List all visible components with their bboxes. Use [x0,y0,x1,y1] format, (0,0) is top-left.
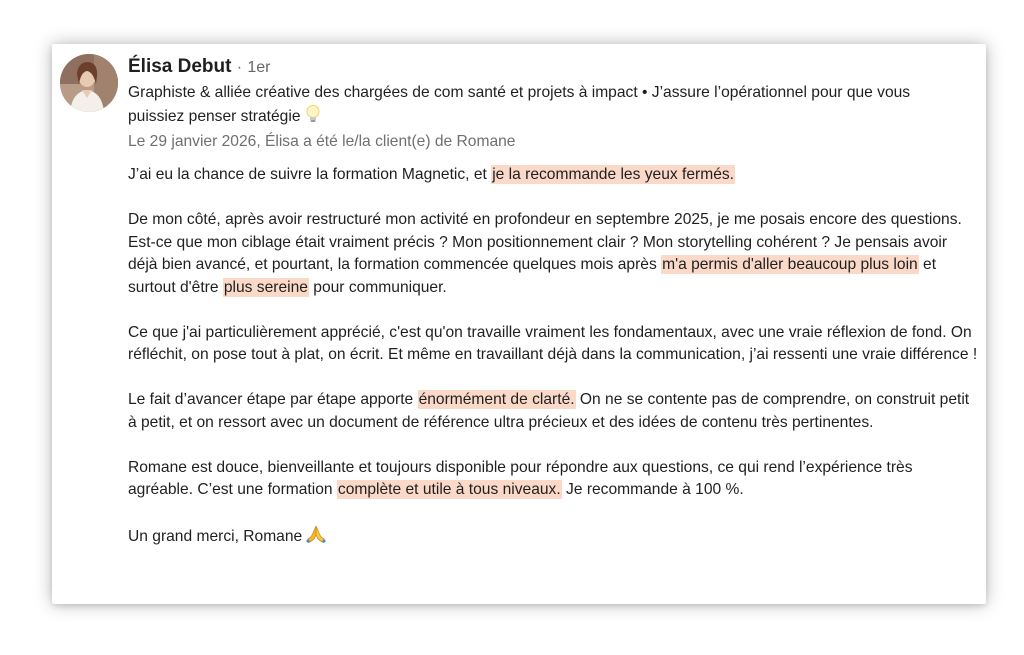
paragraph-4 [128,389,978,434]
recommendation-card [52,44,986,604]
text-span: et surtout d'être [128,256,937,296]
lightbulb-icon [305,104,321,131]
highlight: complète et utile à tous niveaux. [337,481,561,498]
text-span: Je recommande à 100 %. [561,481,744,498]
paragraph-3: Ce que j'ai particulièrement apprécié, c'est qu'on travaille vraiment les fondamentaux, avec une vraie réflexion de fond. On réfléchit, on pose tout à plat, on écrit. Et même en travaillant déjà dans la communication, j’ai ressenti une vraie différence ! [128,323,978,363]
recommendation-date: Le 29 janvier 2026, Élisa a été le/la client(e) de Romane [128,133,516,150]
avatar-photo [60,54,118,112]
headline-text: Graphiste & alliée créative des chargées de com santé et projets à impact • J’assure l’opérationnel pour que vous puissiez penser stratégie [128,84,911,125]
text-span: De mon côté, après avoir restructuré mon activité en profondeur en septembre 2025, je me posais encore des questions. Est-ce que mon ciblage était vraiment précis ? Mon positionnement clair ? Mon storytelling cohérent ? Je pensais avoir déjà bien avancé, et pourtant, la formation commencée quelques mois après [128,211,962,273]
text-span: Le fait d’avancer étape par étape apporte [128,391,418,408]
text-span: J’ai eu la chance de suivre la formation Magnetic, et [128,166,492,183]
paragraph-1 [128,164,978,187]
recommendation-text [128,164,978,574]
connection-degree: 1er [247,59,271,76]
text-span: Romane est douce, bienveillante et toujours disponible pour répondre aux questions, ce qui rend l’expérience très agréable. C’est une formation [128,458,913,498]
author-name[interactable]: Élisa Debut [128,56,232,77]
text-span: pour communiquer. [308,278,447,296]
name-row [128,54,968,80]
recommendation-header [128,54,968,153]
text-span: Un grand merci, Romane [128,528,303,545]
avatar[interactable] [60,54,118,112]
separator-dot: · [236,59,243,76]
highlight: énormément de clarté. [418,391,575,408]
paragraph-2 [128,209,978,299]
praying-hands-icon [305,524,327,552]
highlight: plus sereine [223,278,308,296]
author-headline [128,81,968,131]
paragraph-5 [128,457,978,502]
text-span: On ne se contente pas de comprendre, on construit petit à petit, et on ressort avec un document de référence ultra précieux et des idées de contenu très pertinentes. [128,391,970,431]
highlight: je la recommande les yeux fermés. [492,166,734,183]
highlight: m'a permis d'aller beaucoup plus loin [662,256,918,273]
paragraph-6 [128,524,978,552]
